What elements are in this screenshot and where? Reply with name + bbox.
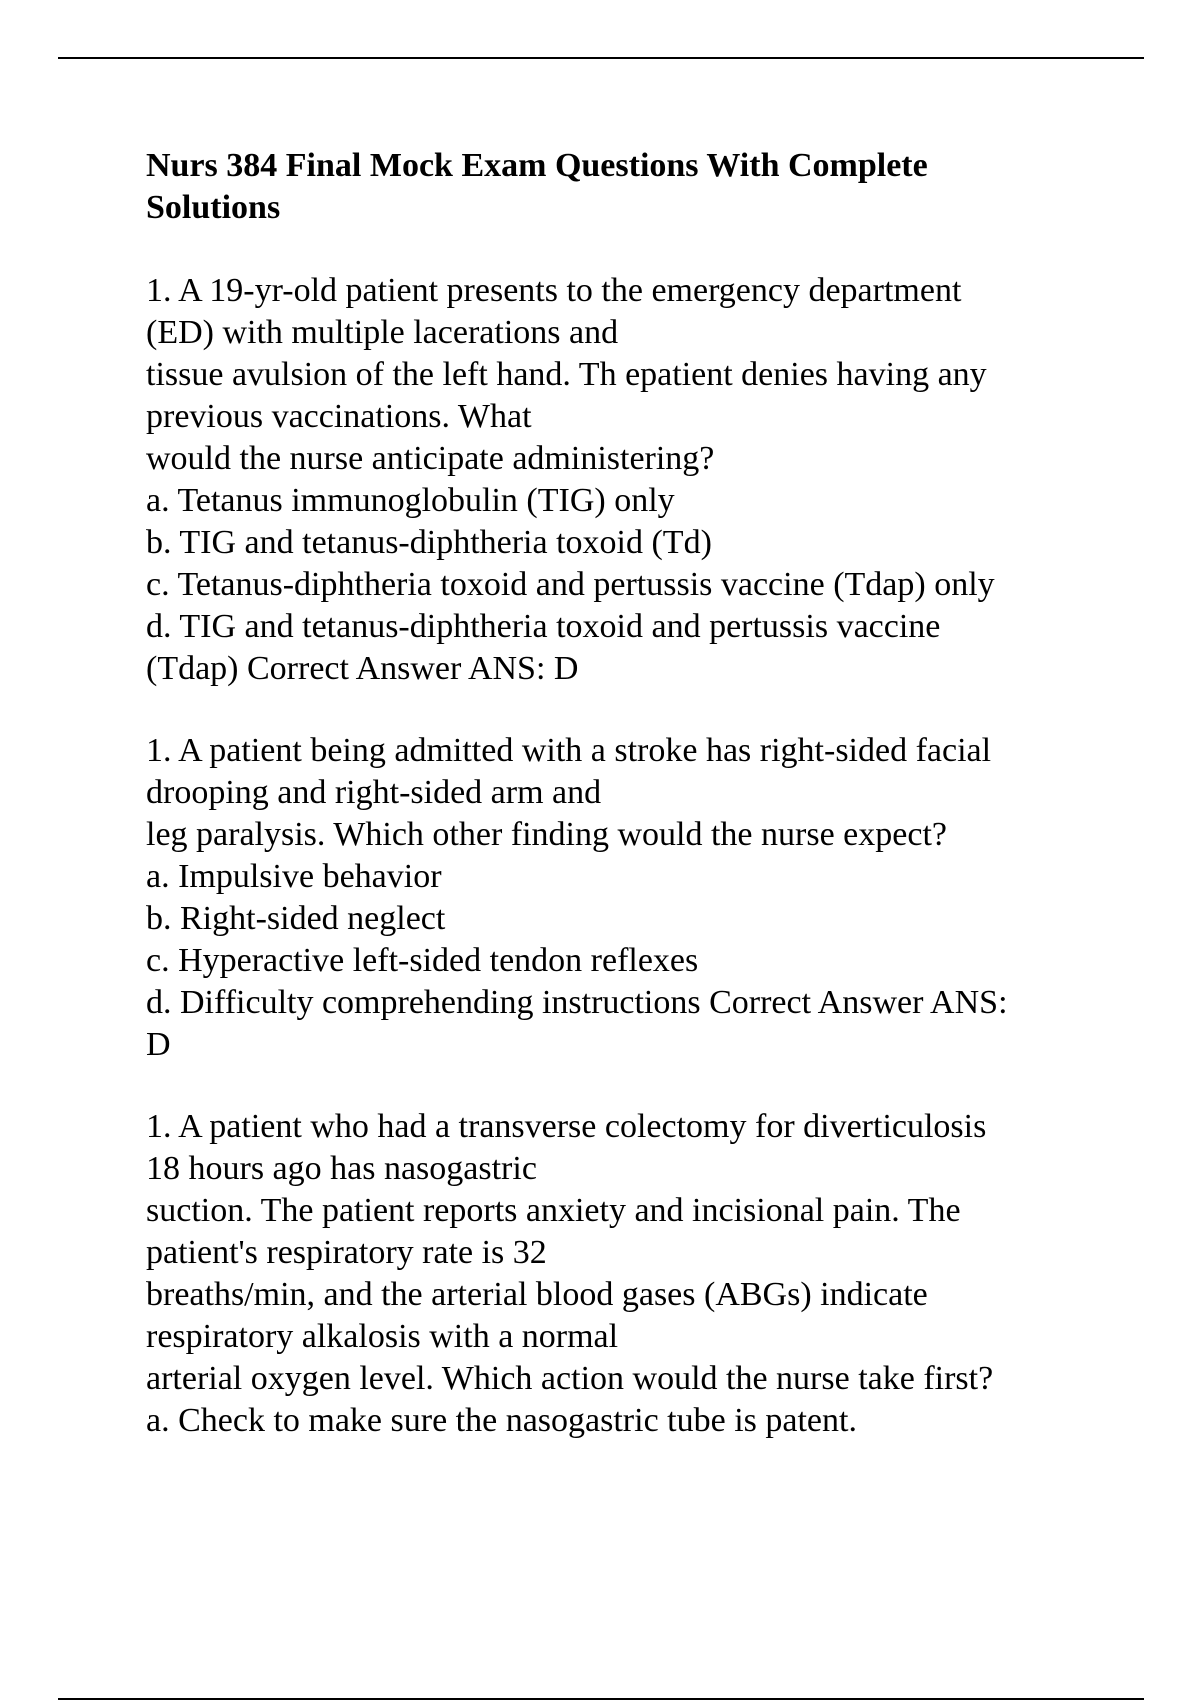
question-line: 1. A patient being admitted with a stroke has right-sided facial: [146, 732, 992, 769]
question-line: breaths/min, and the arterial blood gases (ABGs) indicate: [146, 1276, 928, 1313]
answer-option: a. Check to make sure the nasogastric tube is patent.: [146, 1402, 857, 1439]
answer-option: a. Impulsive behavior: [146, 858, 442, 895]
question-line: previous vaccinations. What: [146, 398, 532, 435]
answer-option: d. Difficulty comprehending instructions Correct Answer ANS:: [146, 984, 1008, 1021]
question-2: [146, 730, 1106, 1066]
header-rule: [58, 57, 1144, 59]
question-line: drooping and right-sided arm and: [146, 774, 602, 811]
question-line: would the nurse anticipate administering?: [146, 440, 715, 477]
question-3: [146, 1106, 1106, 1442]
answer-option: b. TIG and tetanus-diphtheria toxoid (Td): [146, 524, 712, 561]
question-line: leg paralysis. Which other finding would the nurse expect?: [146, 816, 947, 853]
answer-option: d. TIG and tetanus-diphtheria toxoid and pertussis vaccine: [146, 608, 941, 645]
question-line: patient's respiratory rate is 32: [146, 1234, 547, 1271]
question-line: 1. A 19-yr-old patient presents to the emergency department: [146, 272, 962, 309]
question-line: tissue avulsion of the left hand. Th epatient denies having any: [146, 356, 987, 393]
question-line: (ED) with multiple lacerations and: [146, 314, 619, 351]
answer-option: a. Tetanus immunoglobulin (TIG) only: [146, 482, 675, 519]
correct-answer-line: D: [146, 1026, 171, 1063]
answer-option: b. Right-sided neglect: [146, 900, 446, 937]
answer-option: c. Hyperactive left-sided tendon reflexes: [146, 942, 699, 979]
question-line: 1. A patient who had a transverse colectomy for diverticulosis: [146, 1108, 987, 1145]
question-1: [146, 270, 1106, 690]
correct-answer-line: (Tdap) Correct Answer ANS: D: [146, 650, 579, 687]
question-line: respiratory alkalosis with a normal: [146, 1318, 619, 1355]
document-body: [146, 145, 1106, 1482]
question-line: 18 hours ago has nasogastric: [146, 1150, 537, 1187]
question-line: suction. The patient reports anxiety and incisional pain. The: [146, 1192, 961, 1229]
document-title: Nurs 384 Final Mock Exam Questions With Complete Solutions: [146, 147, 928, 226]
question-line: arterial oxygen level. Which action would the nurse take first?: [146, 1360, 994, 1397]
answer-option: c. Tetanus-diphtheria toxoid and pertussis vaccine (Tdap) only: [146, 566, 995, 603]
